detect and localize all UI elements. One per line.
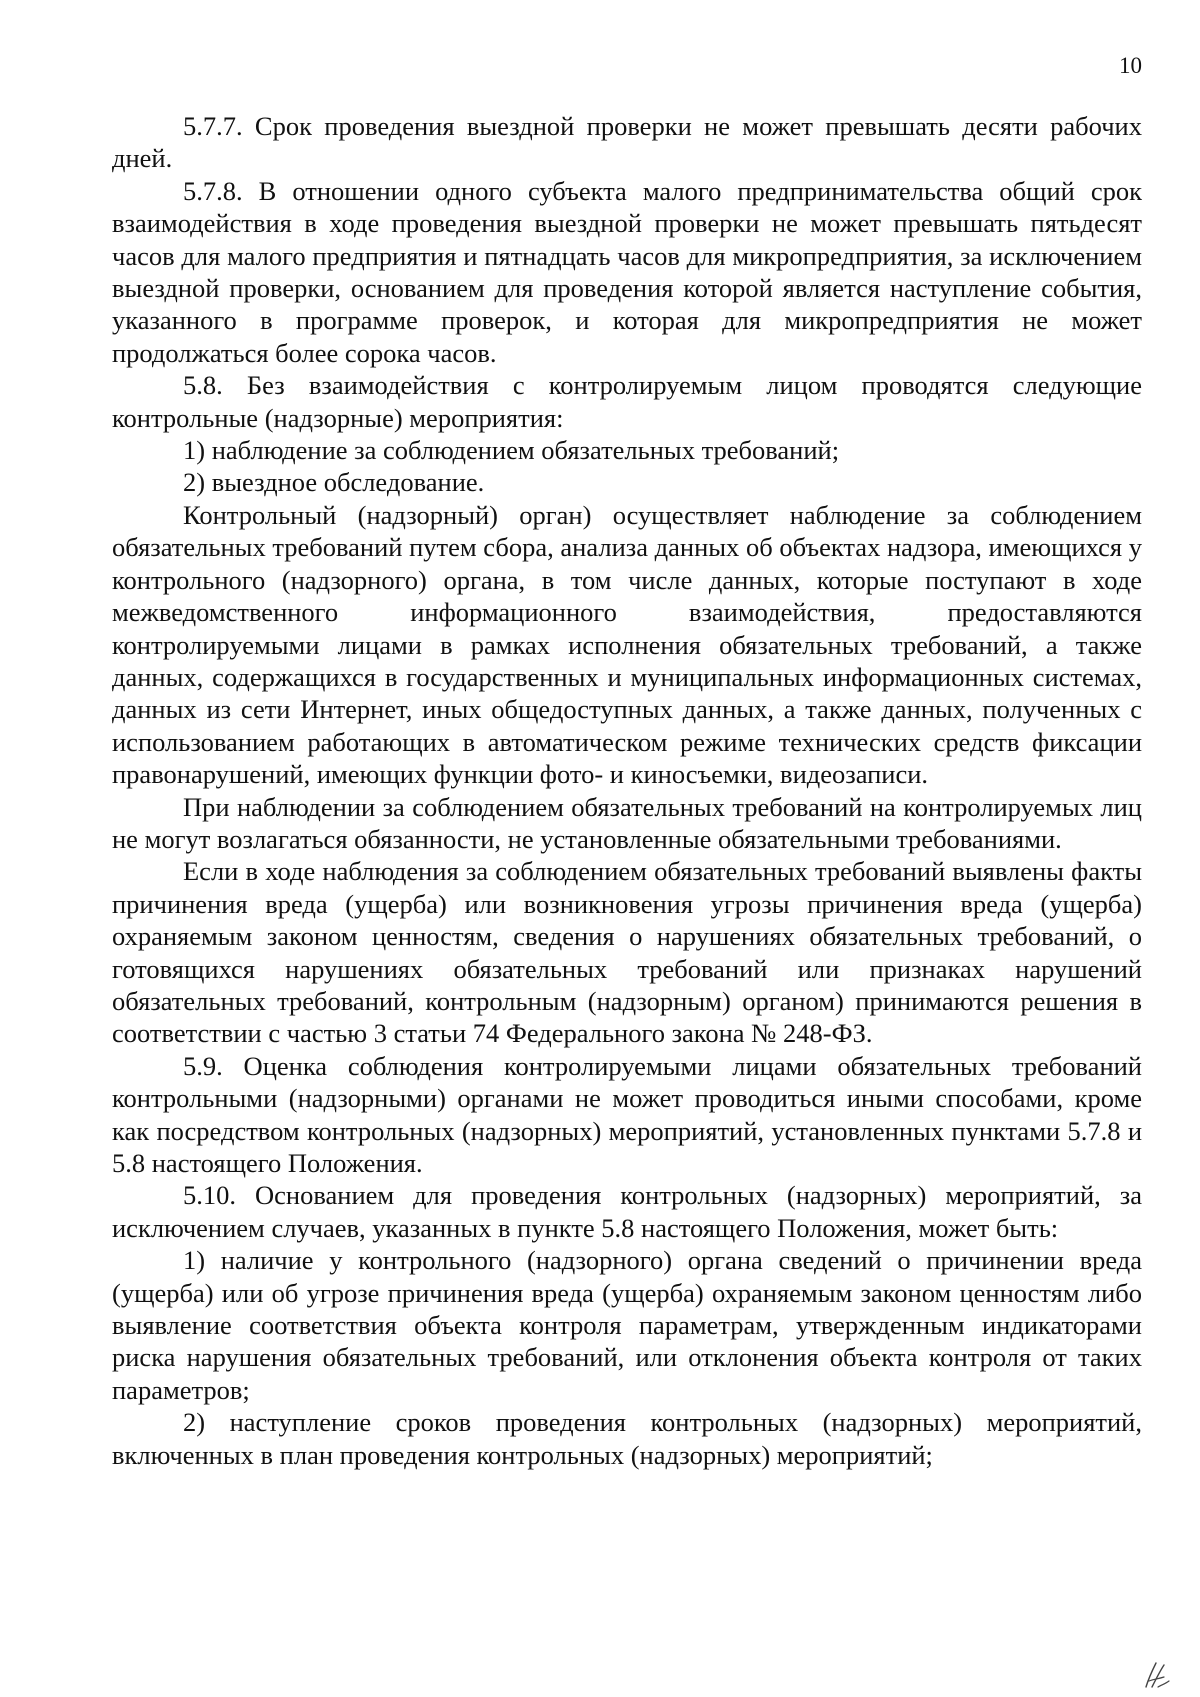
paragraph-no-obligations: При наблюдении за соблюдением обязательных требований на контролируемых лиц не могут возлагаться обязанности, не установленные обязательными требованиями. — [112, 791, 1142, 854]
handwritten-mark — [1140, 1657, 1172, 1691]
page-number: 10 — [1119, 53, 1142, 78]
list-item-field-inspection: 2) выездное обследование. — [183, 467, 485, 498]
paragraph-5-7-8: 5.7.8. В отношении одного субъекта малого предпринимательства общий срок взаимодействия в ходе проведения выездной проверки не может превышать пятьдесят часов для малого предприятия и пятнадцать часов для микропредприятия, за исключением выездной проверки, основанием для проведения которой является наступление события, указанного в программе проверок, и которая для микропредприятия не может продолжаться более сорока часов. — [112, 175, 1142, 368]
paragraph-5-9: 5.9. Оценка соблюдения контролируемыми лицами обязательных требований контрольными (надзорными) органами не может проводиться иными способами, кроме как посредством контрольных (надзорных) мероприятий, установленных пунктами 5.7.8 и 5.8 настоящего Положения. — [112, 1050, 1142, 1178]
list-item-planned-deadlines: 2) наступление сроков проведения контрольных (надзорных) мероприятий, включенных в план проведения контрольных (надзорных) мероприятий; — [112, 1407, 1142, 1470]
paragraph-5-7-7: 5.7.7. Срок проведения выездной проверки не может превышать десяти рабочих дней. — [112, 111, 1142, 174]
list-item-harm-information: 1) наличие у контрольного (надзорного) органа сведений о причинении вреда (ущерба) или об угрозе причинения вреда (ущерба) охраняемым законом ценностям либо выявление соответствия объекта контроля параметрам, утвержденным индикаторами риска нарушения обязательных требований, или отклонения объекта контроля от таких параметров; — [112, 1245, 1142, 1405]
document-body — [112, 110, 1142, 1471]
list-item-observation: 1) наблюдение за соблюдением обязательных требований; — [183, 435, 840, 466]
paragraph-5-10: 5.10. Основанием для проведения контрольных (надзорных) мероприятий, за исключением случаев, указанных в пункте 5.8 настоящего Положения, может быть: — [112, 1180, 1142, 1243]
paragraph-5-8: 5.8. Без взаимодействия с контролируемым лицом проводятся следующие контрольные (надзорные) мероприятия: — [112, 370, 1142, 433]
paragraph-violations-found: Если в ходе наблюдения за соблюдением обязательных требований выявлены факты причинения вреда (ущерба) или возникновения угрозы причинения вреда (ущерба) охраняемым законом ценностям, сведения о нарушениях обязательных требований, о готовящихся нарушениях обязательных требований или признаках нарушений обязательных требований, контрольным (надзорным) органом) принимаются решения в соответствии с частью 3 статьи 74 Федерального закона № 248-ФЗ. — [112, 856, 1142, 1049]
paragraph-observation-method: Контрольный (надзорный) орган) осуществляет наблюдение за соблюдением обязательных требований путем сбора, анализа данных об объектах надзора, имеющихся у контрольного (надзорного) органа, в том числе данных, которые поступают в ходе межведомственного информационного взаимодействия, предоставляются контролируемыми лицами в рамках исполнения обязательных требований, а также данных, содержащихся в государственных и муниципальных информационных системах, данных из сети Интернет, иных общедоступных данных, а также данных, полученных с использованием работающих в автоматическом режиме технических средств фиксации правонарушений, имеющих функции фото- и киносъемки, видеозаписи. — [112, 499, 1142, 790]
